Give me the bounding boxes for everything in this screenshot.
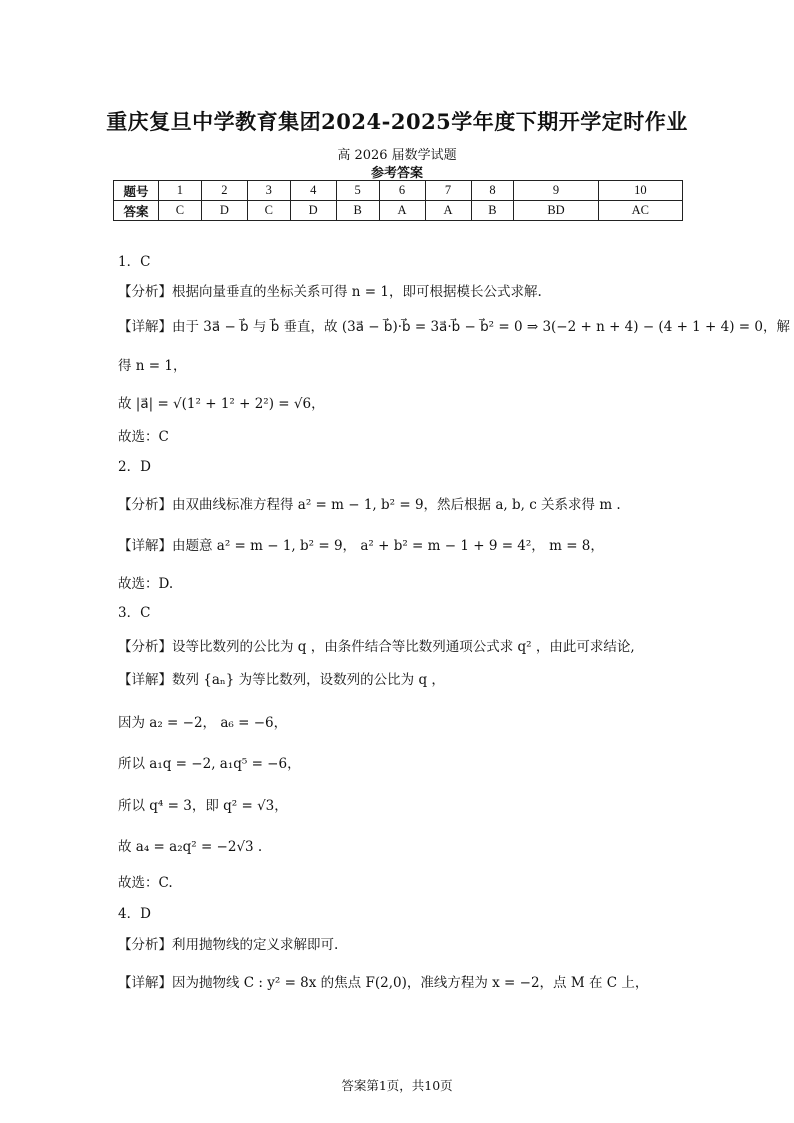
page-footer: 答案第1页，共10页 [341,1078,453,1093]
question-number-row [114,181,683,201]
question-heading: 3．C [118,605,151,621]
question-heading: 2．D [118,459,151,475]
question-number: 10 [598,181,682,201]
answer-cell: D [290,201,336,221]
question-heading: 4．D [118,906,151,922]
row-label: 题号 [114,181,159,201]
question-number: 4 [290,181,336,201]
conclusion-line: 故选：D. [118,576,174,592]
answer-cell: B [336,201,379,221]
solution-line: 【详解】由于 3a⃗ − b⃗ 与 b⃗ 垂直，故 (3a⃗ − b⃗)·b⃗ = 3a⃗·b⃗ − b⃗² = 0 ⇒ 3(−2 + n + 4) − (4 + 1 + 4) = 0，解 [118,319,791,335]
answer-cell: BD [514,201,598,221]
solution-line: 所以 a₁q = −2, a₁q⁵ = −6， [118,756,301,772]
document-title: 重庆复旦中学教育集团2024-2025学年度下期开学定时作业 [106,109,688,134]
answer-cell: C [247,201,290,221]
conclusion-line: 故选：C. [118,875,173,891]
analysis-line: 【分析】利用抛物线的定义求解即可. [118,937,339,953]
analysis-line: 【分析】由双曲线标准方程得 a² = m − 1, b² = 9，然后根据 a, b, c 关系求得 m . [118,497,621,513]
answer-key-heading: 参考答案 [370,166,423,181]
solution-line: 【详解】数列 {aₙ} 为等比数列，设数列的公比为 q ， [118,672,445,688]
answer-cell: C [159,201,202,221]
question-number: 1 [159,181,202,201]
analysis-line: 【分析】根据向量垂直的坐标关系可得 n = 1，即可根据模长公式求解. [118,284,542,300]
conclusion-line: 故选：C [118,429,169,445]
question-number: 3 [247,181,290,201]
answer-cell: D [201,201,247,221]
solution-line: 因为 a₂ = −2， a₆ = −6， [118,715,288,731]
answer-table [113,180,683,221]
solution-line: 【详解】因为抛物线 C : y² = 8x 的焦点 F(2,0)，准线方程为 x = −2，点 M 在 C 上， [118,975,649,991]
answer-cell: AC [598,201,682,221]
answer-cell: B [471,201,514,221]
question-heading: 1．C [118,254,151,270]
analysis-line: 【分析】设等比数列的公比为 q ，由条件结合等比数列通项公式求 q² ，由此可求结论, [118,639,635,655]
row-label: 答案 [114,201,159,221]
question-number: 5 [336,181,379,201]
solution-line: 故 a₄ = a₂q² = −2√3 . [118,839,263,855]
solution-line: 所以 q⁴ = 3，即 q² = √3， [118,798,288,814]
solution-line: 【详解】由题意 a² = m − 1, b² = 9， a² + b² = m − 1 + 9 = 4²， m = 8， [118,538,604,554]
question-number: 8 [471,181,514,201]
solution-line: 故 |a⃗| = √(1² + 1² + 2²) = √6， [118,396,325,412]
question-number: 9 [514,181,598,201]
answer-cell: A [425,201,471,221]
answer-cell: A [379,201,425,221]
answer-row [114,201,683,221]
question-number: 2 [201,181,247,201]
document-subtitle: 高 2026 届数学试题 [337,148,457,163]
solution-line: 得 n = 1， [118,358,187,374]
question-number: 7 [425,181,471,201]
question-number: 6 [379,181,425,201]
